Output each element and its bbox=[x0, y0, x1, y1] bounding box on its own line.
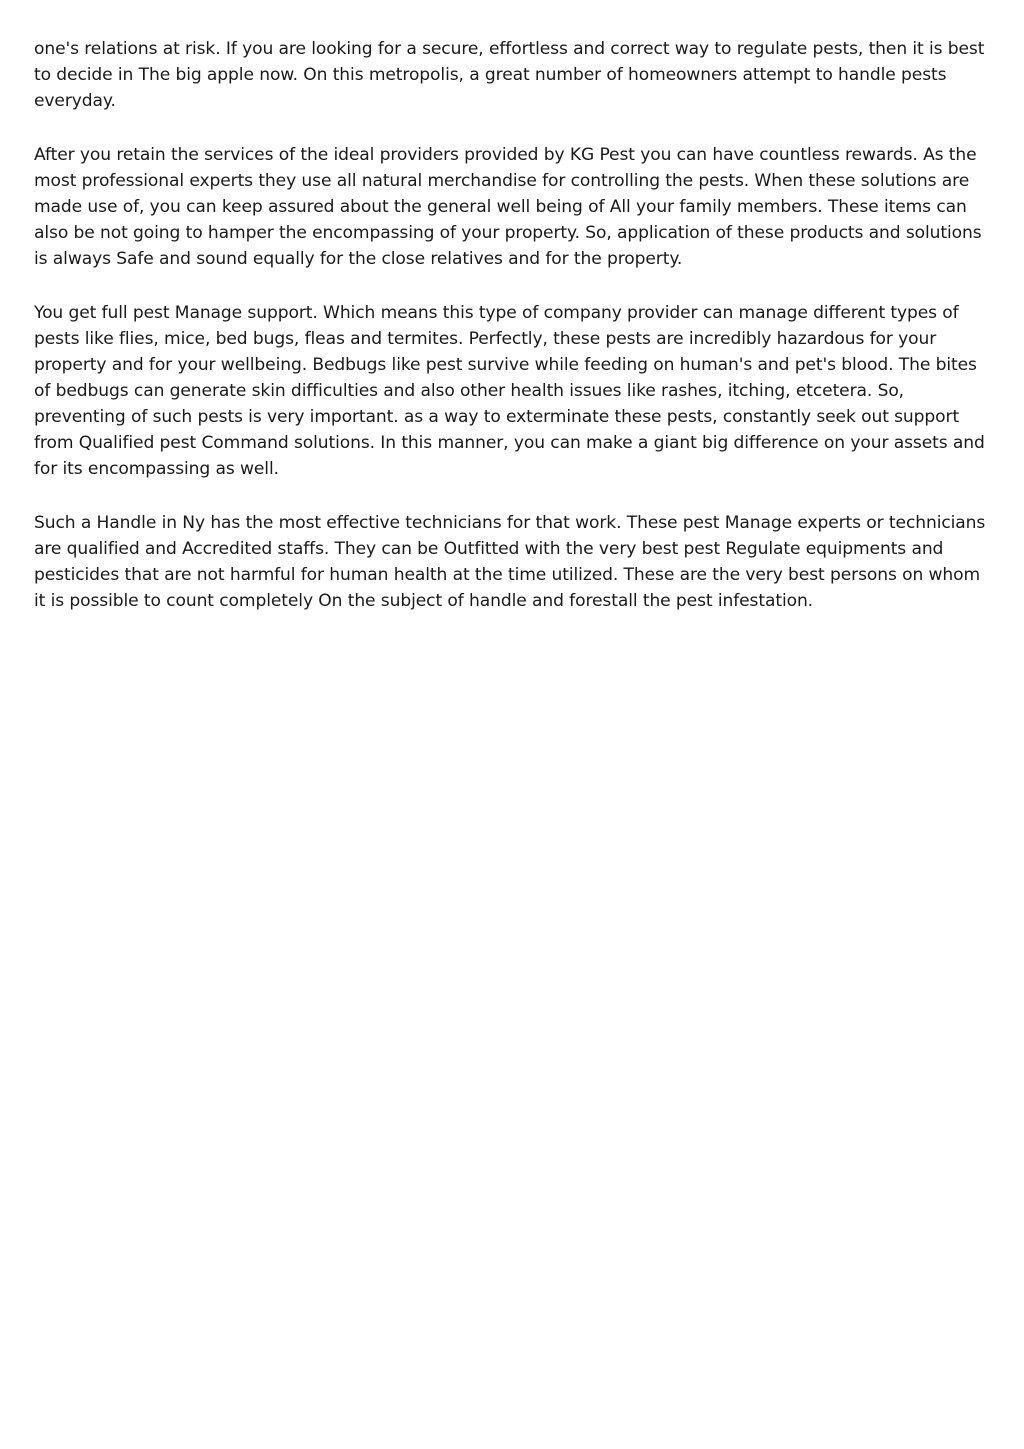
paragraph-1: one's relations at risk. If you are looking for a secure, effortless and correct way to regulate pests, then it is best to decide in The big apple now. On this metropolis, a great number of homeowners attempt to handle pests everyday. bbox=[34, 39, 985, 111]
paragraph-3: You get full pest Manage support. Which means this type of company provider can manage different types of pests like flies, mice, bed bugs, fleas and termites. Perfectly, these pests are incredibly hazardous for your property and for your wellbeing. Bedbugs like pest survive while feeding on human's and pet's blood. The bites of bedbugs can generate skin difficulties and also other health issues like rashes, itching, etcetera. So, preventing of such pests is very important. as a way to exterminate these pests, constantly seek out support from Qualified pest Command solutions. In this manner, you can make a giant big difference on your assets and for its encompassing as well. bbox=[34, 303, 985, 479]
document-body bbox=[34, 36, 992, 642]
paragraph-4: Such a Handle in Ny has the most effective technicians for that work. These pest Manage experts or technicians are qualified and Accredited staffs. They can be Outfitted with the very best pest Regulate equipments and pesticides that are not harmful for human health at the time utilized. These are the very best persons on whom it is possible to count completely On the subject of handle and forestall the pest infestation. bbox=[34, 513, 986, 611]
paragraph-2: After you retain the services of the ideal providers provided by KG Pest you can have countless rewards. As the most professional experts they use all natural merchandise for controlling the pests. When these solutions are made use of, you can keep assured about the general well being of All your family members. These items can also be not going to hamper the encompassing of your property. So, application of these products and solutions is always Safe and sound equally for the close relatives and for the property. bbox=[34, 145, 982, 269]
